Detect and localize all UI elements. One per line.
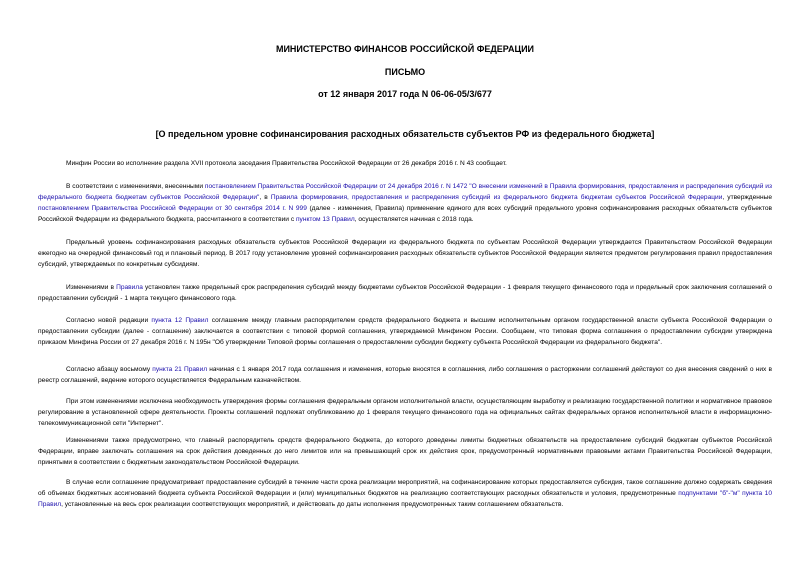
document-date-heading: от 12 января 2017 года N 06-06-05/3/677 xyxy=(318,89,492,99)
link-rules[interactable]: Правила xyxy=(116,284,143,291)
paragraph-6-text-2: начиная с 1 января 2017 года соглашения и изменения, которые вносятся в соглашения, либо соглашения о расторжении соглашений действуют со дня внесения сведений о них в реестр соглашений, ведение которого осуществляется Федеральным казначейством. xyxy=(38,366,772,384)
link-rules-item-10[interactable]: подпунктами "б"-"м" пункта 10 Правил xyxy=(38,490,772,508)
paragraph-6 xyxy=(38,364,772,386)
paragraph-4-text-1: Изменениями в xyxy=(66,284,117,291)
paragraph-2 xyxy=(38,181,772,225)
paragraph-8: Изменениями также предусмотрено, что главный распорядитель средств федерального бюджета, до которого доведены лимиты бюджетных обязательств на предоставление субсидий бюджетам субъектов Российской Федерации, вправе заключать соглашения на срок действия доведенных до него лимитов или на превышающий срок их действия срок, предусмотренный нормативными правовыми актами Правительства Российской Федерации, принятыми в соответствии с бюджетным законодательством Российской Федерации. xyxy=(38,437,772,466)
paragraph-6-text-1: Согласно абзацу восьмому xyxy=(66,366,153,373)
paragraph-9-text-2: , установленные на весь срок реализации соответствующих мероприятий, и действовать до даты исполнения предусмотренных таким соглашением обязательств. xyxy=(61,501,564,508)
paragraph-2-text-2: , в xyxy=(259,194,271,201)
document-type-heading: ПИСЬМО xyxy=(384,67,426,77)
link-subsidy-rules[interactable]: Правила формирования, предоставления и распределения субсидий из федерального бюджета бюджетам субъектов Российской Федерации xyxy=(270,194,723,201)
link-rules-item-21[interactable]: пункта 21 Правил xyxy=(152,366,208,373)
paragraph-4 xyxy=(38,282,772,304)
paragraph-4-text-2: установлен также предельный срок распределения субсидий между бюджетами субъектов Российской Федерации - 1 февраля текущего финансового года и предельный срок заключения соглашений о предоставлении субсидий - 1 марта текущего финансового года. xyxy=(38,284,772,302)
paragraph-9 xyxy=(38,477,772,510)
paragraph-2-text-1: В соответствии с изменениями, внесенными xyxy=(66,183,205,190)
link-rules-item-13[interactable]: пунктом 13 Правил xyxy=(295,216,355,223)
paragraph-1: Минфин России во исполнение раздела XVII протокола заседания Правительства Российской Федерации от 26 декабря 2016 г. N 43 сообщает. xyxy=(66,160,507,167)
paragraph-2-text-5: , осуществляется начиная с 2018 года. xyxy=(354,216,474,223)
paragraph-5-text-1: Согласно новой редакции xyxy=(66,317,152,324)
ministry-heading: МИНИСТЕРСТВО ФИНАНСОВ РОССИЙСКОЙ ФЕДЕРАЦИИ xyxy=(275,44,535,54)
paragraph-3: Предельный уровень софинансирования расходных обязательств субъектов Российской Федерации из федерального бюджета по субъектам Российской Федерации утверждается Правительством Российской Федерации ежегодно на очередной финансовый год и плановый период. В 2017 году установление уровней софинансирования расходных обязательств субъектов Российской Федерации является предметом регулирования правил предоставления субсидий, утверждаемых по конкретным субсидиям. xyxy=(38,239,772,268)
link-resolution-1472[interactable]: постановлением Правительства Российской Федерации от 24 декабря 2016 г. N 1472 "О внесении изменений в Правила формирования, предоставления и распределения субсидий из федерального бюджета бюджетам субъектов Российской Федерации" xyxy=(38,183,772,201)
link-resolution-999[interactable]: постановлением Правительства Российской Федерации от 30 сентября 2014 г. N 999 xyxy=(38,205,307,212)
paragraph-5 xyxy=(38,315,772,348)
paragraph-2-text-3: , утвержденные xyxy=(722,194,773,201)
link-rules-item-12[interactable]: пункта 12 Правил xyxy=(151,317,209,324)
paragraph-5-text-2: соглашение между главным распорядителем средств федерального бюджета и высшим исполнительным органом государственной власти субъекта Российской Федерации о предоставлении субсидии (далее - соглашение) заключается в соответствии с типовой формой соглашения, утверждаемой Минфином России. Сообщаем, что типовая форма соглашения о предоставлении субсидии утверждена приказом Минфина России от 27 декабря 2016 г. N 195н "Об утверждении Типовой формы соглашения о предоставлении субсидии бюджету субъекта Российской Федерации из федерального бюджета". xyxy=(38,317,773,346)
paragraph-7: При этом изменениями исключена необходимость утверждения формы соглашения федеральным органом исполнительной власти, осуществляющим выработку и реализацию государственной политики и нормативное правовое регулирование в установленной сфере деятельности. Проекты соглашений подлежат опубликованию до 1 февраля текущего финансового года на официальных сайтах федеральных органов исполнительной власти в информационно-телекоммуникационной сети "Интернет". xyxy=(38,398,772,427)
paragraph-2-text-4: (далее - изменения, Правила) применение единого для всех субсидий предельного уровня софинансирования расходных обязательств субъектов Российской Федерации из федерального бюджета, рассчитанного в соответствии с xyxy=(38,205,772,223)
paragraph-9-text-1: В случае если соглашение предусматривает предоставление субсидий в течение части срока реализации мероприятий, на софинансирование которых предоставляется субсидия, такое соглашение должно содержать сведения об объемах бюджетных ассигнований бюджета субъекта Российской Федерации и (или) муниципальных бюджетов на реализацию соответствующих расходных обязательств и условия, предусмотренные xyxy=(38,479,772,497)
document-subject: [О предельном уровне софинансирования расходных обязательств субъектов РФ из федерального бюджета] xyxy=(155,129,655,139)
